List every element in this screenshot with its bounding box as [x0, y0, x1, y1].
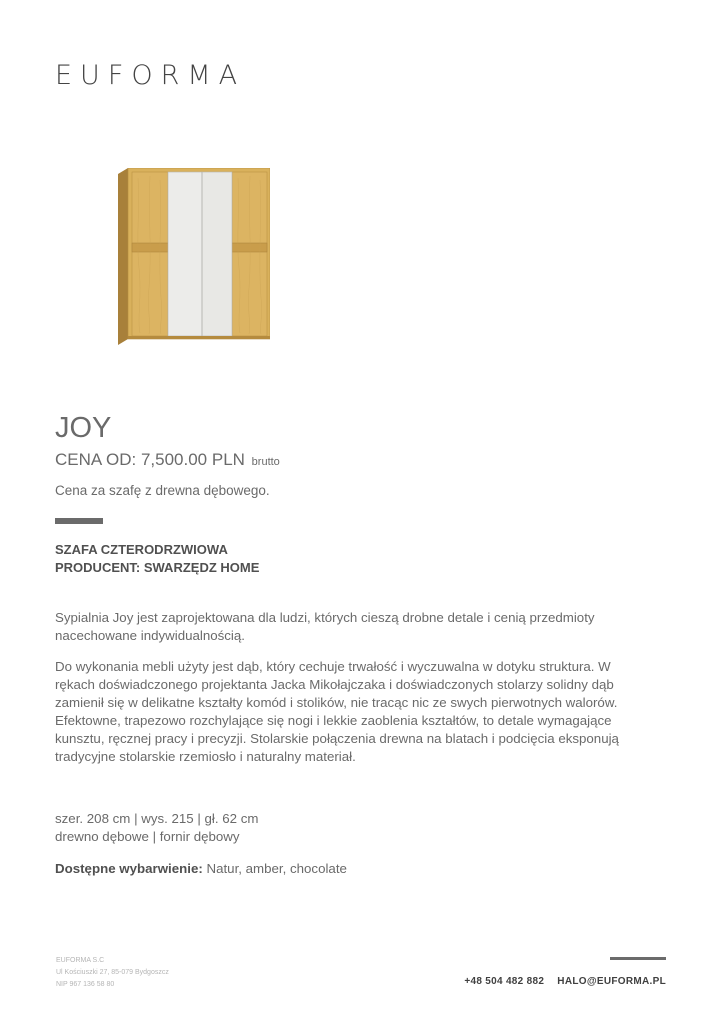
footer-company-info — [56, 955, 169, 991]
product-price — [55, 450, 280, 470]
email-link[interactable]: HALO@EUFORMA.PL — [557, 976, 666, 987]
product-producer: PRODUCENT: SWARZĘDZ HOME — [55, 560, 260, 575]
colors-value: Natur, amber, chocolate — [206, 861, 347, 876]
company-name: EUFORMA S.C — [56, 957, 105, 964]
colors-label: Dostępne wybarwienie: — [55, 861, 203, 876]
product-title: JOY — [55, 412, 112, 444]
dimensions-text: szer. 208 cm | wys. 215 | gł. 62 cm — [55, 811, 259, 826]
product-type: SZAFA CZTERODRZWIOWA — [55, 542, 228, 557]
description-paragraph: Do wykonania mebli użyty jest dąb, który cechuje trwałość i wyczuwalna w dotyku struktura. W rękach doświadczonego projektanta Jacka Mikołajczaka i doświadczonych stolarzy solidny dąb zamienił się w delikatne kształty komód i stolików, nie tracąc nic ze swych pierwotnych walorów. Efektowne, trapezowo rozchylające się nogi i lekkie zaoblenia kształtów, to detale wymagające kunsztu, ręcznej pracy i precyzji. Stolarskie połączenia drewna na blatach i podcięcia eksponują tradycyjne stolarskie rzemiosło i naturalny materiał. — [55, 659, 619, 764]
description-paragraph: Sypialnia Joy jest zaprojektowana dla ludzi, których cieszą drobne detale i cenią przedmioty nacechowane indywidualnością. — [55, 610, 595, 643]
materials-text: drewno dębowe | fornir dębowy — [55, 829, 240, 844]
phone-link[interactable]: +48 504 482 882 — [464, 976, 545, 987]
price-note: Cena za szafę z drewna dębowego. — [55, 483, 270, 498]
brand-logo: EUFORMA — [55, 60, 246, 91]
available-colors — [55, 861, 347, 876]
footer-divider — [610, 957, 666, 960]
wardrobe-image — [118, 168, 270, 345]
company-address: Ul Kościuszki 27, 85-079 Bydgoszcz — [56, 969, 169, 976]
price-value: CENA OD: 7,500.00 PLN — [55, 450, 245, 469]
footer-contact — [464, 976, 666, 987]
specs-block — [55, 810, 259, 846]
company-nip: NIP 967 136 58 80 — [56, 981, 115, 988]
section-divider — [55, 518, 103, 524]
product-heading — [55, 541, 259, 577]
price-unit: brutto — [251, 456, 280, 468]
